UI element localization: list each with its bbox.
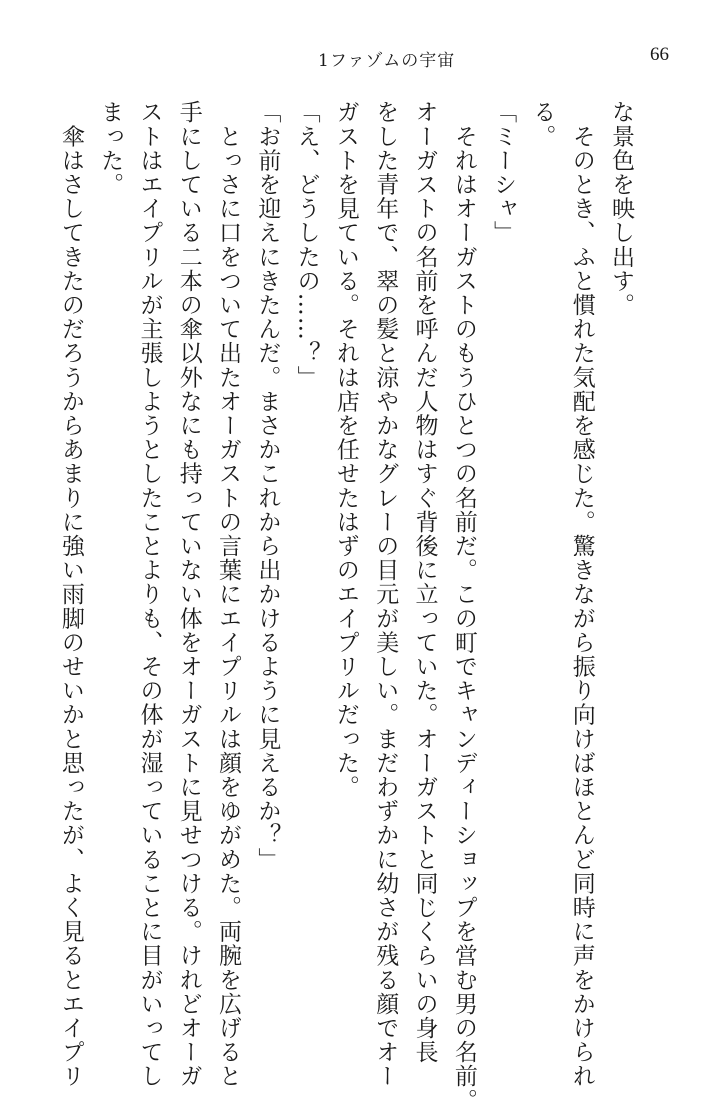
text-line: ガストを見ている。それは店を任せたはずのエイプリルだった。 xyxy=(332,100,359,799)
vertical-body-text xyxy=(51,100,640,1112)
text-line: 手にしている二本の傘以外なにも持っていない体をオーガストに見せつける。けれどオーガ xyxy=(175,100,202,1089)
text-line: それはオーガストのもうひとつの名前だ。この町でキャンディーショップを営む男の名前。 xyxy=(450,100,477,1112)
text-line: をした青年で、翠の髪と涼やかなグレーの目元が美しい。まだわずかに幼さが残る顔でオー xyxy=(372,100,399,1089)
text-line: 傘はさしてきたのだろうからあまりに強い雨脚のせいかと思ったが、よく見るとエイプリ xyxy=(57,100,84,1089)
text-line: まった。 xyxy=(97,100,124,197)
text-line: ストはエイプリルが主張しようとしたことよりも、その体が湿っていることに目がいってし xyxy=(136,100,163,1089)
text-line: な景色を映し出す。 xyxy=(608,100,634,317)
text-line: 「お前を迎えにきたんだ。まさかこれから出かけるように見えるか？」 xyxy=(254,100,281,872)
text-line: 「ミーシャ」 xyxy=(490,100,517,245)
text-line: とっさに口をついて出たオーガストの言葉にエイプリルは顔をゆがめた。両腕を広げると xyxy=(215,100,242,1089)
text-line: オーガストの名前を呼んだ人物はすぐ背後に立っていた。オーガストと同じくらいの身長 xyxy=(411,100,438,1064)
text-line: 「え、どうしたの……？」 xyxy=(293,100,320,390)
text-line: そのとき、ふと慣れた気配を感じた。驚きながら振り向けばほとんど同時に声をかけられ xyxy=(568,100,595,1089)
page-number: 66 xyxy=(650,44,669,65)
running-head: 1ファゾムの宇宙 xyxy=(318,51,456,71)
text-line: る。 xyxy=(529,100,556,149)
